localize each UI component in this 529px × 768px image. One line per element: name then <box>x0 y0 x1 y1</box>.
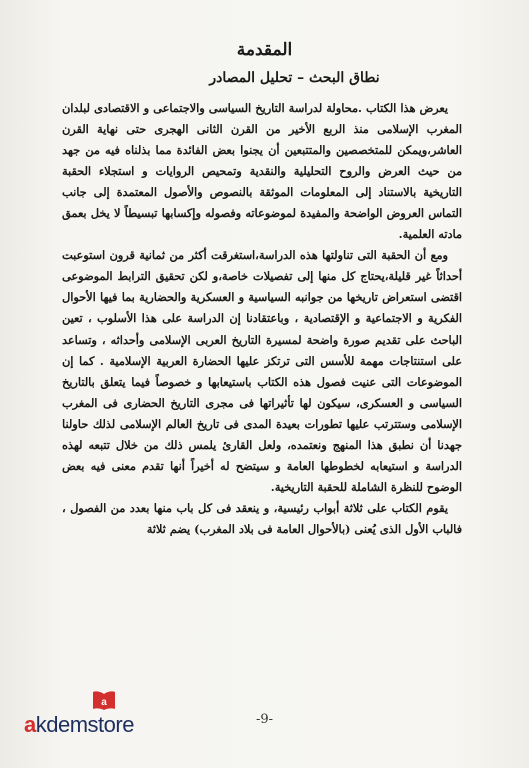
svg-text:a: a <box>101 697 107 708</box>
akdemstore-logo <box>24 690 184 740</box>
logo-prefix: a <box>24 712 36 737</box>
paragraph: ومع أن الحقبة التى تناولتها هذه الدراسة،استغرقت أكثر من ثمانية قرون استوعبت أحداثاً غير قليلة،يحتاج كل منها إلى تفصيلات خاصة،و لكن تحقيق الترابط الموضوعى اقتضى استعراض تاريخها من جوانبه السياسية و العسكرية والحضارية بما فيها الأحوال الفكرية و الاجتماعية و الإقتصادية ، وباعتقادنا إن الدراسة على هذا الأسلوب ، تعين الباحث على تقديم صورة واضحة لمسيرة التاريخ العربى الإسلامى وأحداثه ، وتساعد على استنتاجات مهمة للأسس التى ترتكز عليها الحضارة العربية الإسلامية . كما إن الموضوعات التى عنيت فصول هذه الكتاب باستيعابها و خصوصاً فيما يتعلق بالتاريخ السياسى و العسكرى، سيكون لها تأثيراتها فى مجرى التاريخ الحضارى فى المغرب الإسلامى وستترتب عليها تطورات بعيدة المدى فى تاريخ العالم الإسلامى لذلك حاولنا جهدنا أن نطبق هذا المنهج ونعتمده، ولعل القارئ يلمس ذلك من خلال تتبعه لهذه الدراسة و استيعابه لخطوطها العامة و سيتضح له أخيراً أنها تقدم معنى فيه بعض الوضوح للنظرة الشاملة للحقبة التاريخية. <box>62 248 462 494</box>
book-icon <box>92 690 116 712</box>
logo-name: kdemstore <box>35 712 134 737</box>
paragraph: يعرض هذا الكتاب .محاولة لدراسة التاريخ السياسى والاجتماعى و الاقتصادى لبلدان المغرب الإسلامى منذ الربع الأخير من القرن الثانى الهجرى حتى نهاية القرن العاشر،ويمكن للمتخصصين والمتتبعين أن يجنوا بعض الفائدة مما بذلناه فيه من جهد من حيث العرض والروح التحليلية والنقدية وتمحيص الروايات و استجلاء الحقبة التاريخية بالاستناد إلى المعلومات الموثقة بالنصوص والأصول المعتمدة إلى جانب التماس العروض الواضحة والمفيدة لموضوعاته وفصوله وإكسابها تبسيطاً لا يخل بعمق مادته العلمية. <box>62 101 462 242</box>
paragraph: يقوم الكتاب على ثلاثة أبواب رئيسية، و ينعقد فى كل باب منها بعدد من الفصول ، فالباب الأول الذى يُعنى (بالأحوال العامة فى بلاد المغرب) يضم ثلاثة <box>62 500 462 536</box>
page-number: -9- <box>255 712 274 727</box>
page-title: المقدمة <box>236 40 293 60</box>
logo-wordmark <box>24 712 184 738</box>
body-text <box>62 98 462 540</box>
page-subtitle: نطاق البحث – تحليل المصادر <box>209 70 380 86</box>
